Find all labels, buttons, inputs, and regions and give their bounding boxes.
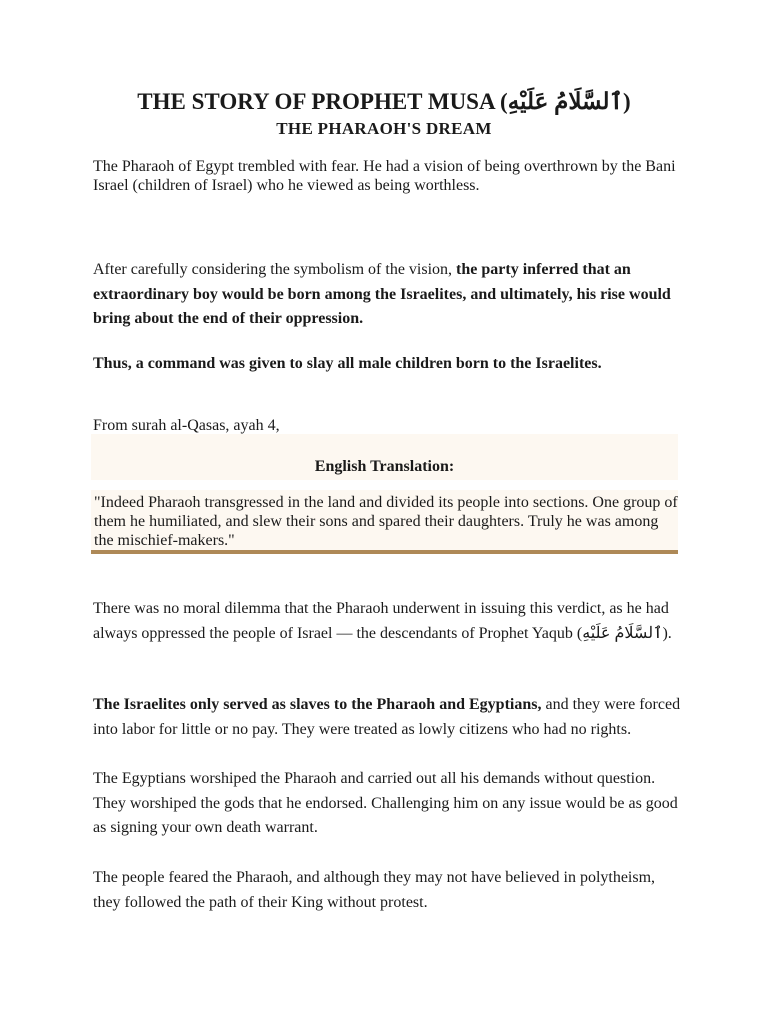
paragraph-slaves-bold: The Israelites only served as slaves to the Pharaoh and Egyptians, bbox=[93, 696, 542, 713]
paragraph-inference-regular: After carefully considering the symbolism of the vision, bbox=[93, 261, 457, 278]
paragraph-fear: The people feared the Pharaoh, and although they may not have believed in polytheism, they followed the path of their King without protest. bbox=[93, 869, 656, 911]
paragraph-dilemma: There was no moral dilemma that the Pharaoh underwent in issuing this verdict, as he had always oppressed the people of Israel — the descendants of Prophet Yaqub (ٱلسَّلَامُ عَلَيْهِ). bbox=[93, 600, 672, 642]
paragraph-command bbox=[93, 352, 683, 377]
paragraph-source: From surah al-Qasas, ayah 4, bbox=[93, 417, 280, 434]
paragraph-command-bold: Thus, a command was given to slay all male children born to the Israelites. bbox=[93, 355, 602, 372]
paragraph-intro: The Pharaoh of Egypt trembled with fear. He had a vision of being overthrown by the Bani Israel (children of Israel) who he viewed as being worthless. bbox=[93, 158, 676, 194]
paragraph-inference-bold: the party inferred that an extraordinary boy would be born among the Israelites, and ultimately, his rise would bring about the end of their oppression. bbox=[93, 261, 671, 327]
translation-box bbox=[91, 434, 678, 556]
paragraph-worship: The Egyptians worshiped the Pharaoh and carried out all his demands without question. They worshiped the gods that he endorsed. Challenging him on any issue would be as good as signing your own death warrant. bbox=[93, 770, 678, 836]
paragraph-slaves-regular: and they were forced into labor for little or no pay. They were treated as lowly citizens who had no rights. bbox=[93, 696, 681, 738]
translation-header: English Translation: bbox=[314, 458, 455, 475]
paragraph-inference bbox=[93, 258, 683, 332]
page-subtitle: THE PHARAOH'S DREAM bbox=[276, 119, 492, 138]
page-title: THE STORY OF PROPHET MUSA (ٱلسَّلَامُ عَلَيْهِ) bbox=[137, 89, 631, 114]
paragraph-slaves bbox=[93, 693, 683, 742]
translation-divider bbox=[91, 550, 678, 554]
translation-text: "Indeed Pharaoh transgressed in the land and divided its people into sections. One group of them he humiliated, and slew their sons and spared their daughters. Truly he was among the mischief-makers." bbox=[94, 494, 678, 549]
